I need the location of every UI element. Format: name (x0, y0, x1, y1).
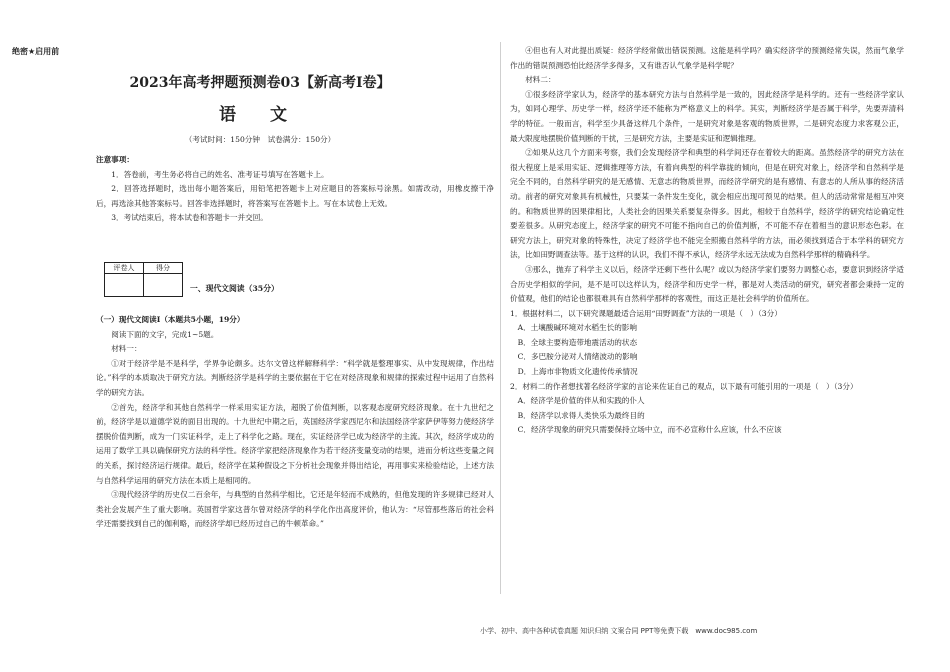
material1-paragraph: ④但也有人对此提出质疑：经济学经常做出错误预测。这能是科学吗？确实经济学的预测经常失误，然而气象学作出的错误预测恐怕比经济学多得多，又有谁否认气象学是科学呢？ (510, 46, 904, 70)
question-1-stem: 1．根据材料二，以下研究课题最适合运用“田野调查”方法的一项是（ ）（3分） (510, 308, 782, 318)
reading-block (96, 313, 494, 532)
notes-heading: 注意事项： (96, 155, 134, 164)
note-item: 1．答卷前，考生务必将自己的姓名、准考证号填写在答题卡上。 (111, 169, 329, 179)
material1-label: 材料一： (111, 344, 142, 354)
question-2-option-a: A．经济学是价值的伴从和实践的仆人 (517, 396, 645, 406)
confidential-label: 绝密★启用前 (12, 47, 60, 56)
material2-paragraph: ②如果从这几个方面来考察，我们会发现经济学和典型的科学间还存在着较大的距离。虽然经济学的研究方法在很大程度上是采用实证、逻辑推理等方法，有着向典型的科学靠拢的倾向，但是在研究对象上，经济学和自然科学是完全不同的，自然科学研究的是无感情、无意志的物质世界，而经济学研究的是有感情、有意志的人所从事的经济活动。前者的研究对象具有机械性，只要某一条件发生变化，就会相应出现可预见的结果。但人的活动常常是相互冲突的。和物质世界的因果律相比，人类社会的因果关系要复杂得多。因此，相较于自然科学，经济学的研究结论确定性要差很多。从研究态度上，经济学家的研究不可能不指向自己的价值判断，不可能不存在着相当的意识形态色彩。在研究方法上，研究对象的特殊性，决定了经济学也不能完全照搬自然科学的方法，而必须找到适合于本学科的研究方法，比如田野调查法等。基于这样的认识，我们不得不承认，经济学永远无法成为自然科学那样的精确科学。 (510, 148, 904, 260)
question-1-option-c: C．多巴胺分泌对人情绪波动的影响 (517, 352, 638, 362)
reading-heading: （一）现代文阅读Ⅰ（本题共5小题，19分） (96, 315, 245, 324)
note-item: 2．回答选择题时，选出每小题答案后，用铅笔把答题卡上对应题目的答案标号涂黑。如需改动，用橡皮擦干净后，再选涂其他答案标号。回答非选择题时，将答案写在答题卡上。写在本试卷上无效。 (96, 184, 494, 208)
left-column (96, 153, 494, 226)
right-column (510, 44, 904, 438)
score-cell (105, 274, 144, 297)
question-1-option-b: B．全球主要构造带地震活动的状态 (517, 337, 638, 347)
subject-title: 语 文 (219, 105, 301, 125)
section-heading: 一、现代文阅读（35分） (190, 284, 279, 293)
material2-paragraph: ③那么，抛弃了科学主义以后，经济学还剩下些什么呢？或以为经济学家们要努力调整心态，要意识到经济学适合历史学相似的学问，是不是可以这样认为，经济学和历史学一样，都是对人类活动的研究，研究者都会秉持一定的价值观，他们的结论也都很难具有自然科学那样的客观性，而这正是社会科学的价值所在。 (510, 264, 904, 304)
question-2-option-c: C．经济学现象的研究只需要保持立场中立，而不必宣称什么应该，什么不应该 (517, 425, 782, 435)
question-2-option-b: B．经济学以求得人类快乐为最终目的 (517, 410, 645, 420)
note-item: 3．考试结束后，将本试卷和答题卡一并交回。 (111, 213, 268, 223)
material1-paragraph: ③现代经济学的历史仅二百余年，与典型的自然科学相比，它还是年轻而不成熟的，但他发现的许多规律已经对人类社会发展产生了重大影响。英国哲学家这普尔曾对经济学的科学化作出高度评价，他认为：“尽管那些落后的社会科学还需要找到自己的伽利略，而经济学却已经历过自己的牛顿革命。” (96, 490, 494, 529)
material2-paragraph: ①很多经济学家认为，经济学的基本研究方法与自然科学是一致的，因此经济学是科学的。还有一些经济学家认为，如同心理学、历史学一样，经济学还不能称为严格意义上的科学。其实，判断经济学是否属于科学，先要弄清科学的特征。一般而言，科学至少具备这样几个条件，一是研究对象是客观的物质世界，二是研究态度力求客观公正，最大限度地摆脱价值判断的干扰，三是研究方法，主要是实证和逻辑推理。 (510, 89, 904, 143)
score-col-score: 得分 (144, 263, 183, 274)
score-cell (144, 274, 183, 297)
question-1-option-d: D．上海市非物质文化遗传传承情况 (517, 367, 638, 377)
material2-label: 材料二： (525, 75, 556, 85)
exam-title: 2023年高考押题预测卷03【新高考I卷】 (129, 75, 391, 91)
question-1-option-a: A．土壤酸碱环境对水稻生长的影响 (517, 323, 637, 333)
material1-paragraph: ①对于经济学是不是科学，学界争论颇多。达尔文曾这样解释科学：“科学就是整理事实、从中发现规律，作出结论。”科学的本质取决于研究方法。判断经济学是科学的主要依据在于它在对经济现象和规律的探索过程中运用了自然科学的研究方法。 (96, 358, 494, 397)
score-table (104, 262, 183, 297)
column-divider (500, 42, 501, 594)
question-2-stem: 2．材料二的作者想找著名经济学家的言论来佐证自己的观点，以下最有可能引用的一项是（ ）（3分） (510, 381, 858, 391)
reading-instruction: 阅读下面的文字，完成1~5题。 (111, 329, 219, 339)
score-col-grader: 评卷人 (105, 263, 144, 274)
footer-text: 小学、初中、高中各种试卷真题 知识归纳 文案合同 PPT等免费下载 www.doc985.com (480, 627, 758, 635)
exam-info: （考试时间：150分钟 试卷满分：150分） (184, 135, 336, 144)
material1-paragraph: ②首先，经济学和其他自然科学一样采用实证方法，超脱了价值判断，以客观态度研究经济现象。在十九世纪之前，经济学是以道德学说的面目出现的。十九世纪中期之后，英国经济学家西尼尔和法国经济学家萨伊等努力使经济学摆脱价值判断，成为一门实证科学，走上了科学化之路。现在，实证经济学已成为经济学的主流。其次，经济学成功的运用了数学工具以确保研究方法的科学性。经济学家把经济现象作为若干经济变量变动的结果，进而分析这些变量之间的关系，探讨经济运行规律。最后，经济学在某种假设之下分析社会现象并得出结论，再用事实来检验结论，上述方法与自然科学运用的研究方法在本质上是相同的。 (96, 402, 494, 485)
